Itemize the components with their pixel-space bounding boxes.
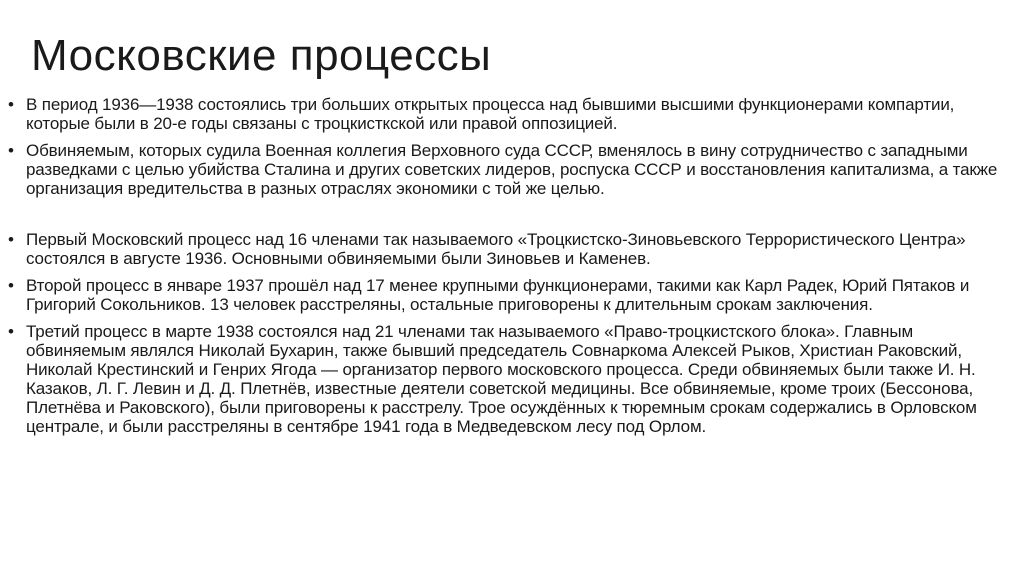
bullet-text: Первый Московский процесс над 16 членами так называемого «Троцкистско-Зиновьевского Террористического Центра» состоялся в августе 1936. Основными обвиняемыми были Зиновьев и Каменев. [26, 230, 966, 268]
bullet-item-1 [8, 95, 1008, 133]
bullet-item-3 [8, 230, 1008, 268]
bullet-marker: • [8, 322, 14, 341]
bullet-item-2 [8, 141, 1008, 198]
slide-title: Московские процессы [31, 31, 492, 80]
bullet-item-4 [8, 276, 1008, 314]
bullet-text: В период 1936—1938 состоялись три больших открытых процесса над бывшими высшими функционерами компартии, которые были в 20-е годы связаны с троцкисткской или правой оппозицией. [26, 95, 955, 133]
bullet-text: Третий процесс в марте 1938 состоялся над 21 членами так называемого «Право-троцкистского блока». Главным обвиняемым являлся Николай Бухарин, также бывший председатель Совнаркома Алексей Рыков, Христиан Раковский, Николай Крестинский и Генрих Ягода — организатор первого московского процесса. Среди обвиняемых были также И. Н. Казаков, Л. Г. Левин и Д. Д. Плетнёв, известные деятели советской медицины. Все обвиняемые, кроме троих (Бессонова, Плетнёва и Раковского), были приговорены к расстрелу. Трое осуждённых к тюремным срокам содержались в Орловском централе, и были расстреляны в сентябре 1941 года в Медведевском лесу под Орлом. [26, 322, 977, 436]
bullet-text: Второй процесс в январе 1937 прошёл над 17 менее крупными функционерами, такими как Карл Радек, Юрий Пятаков и Григорий Сокольников. 13 человек расстреляны, остальные приговорены к длительным срокам заключения. [26, 276, 970, 314]
bullet-marker: • [8, 141, 14, 160]
bullet-item-5 [8, 322, 1008, 436]
bullet-marker: • [8, 276, 14, 295]
bullet-text: Обвиняемым, которых судила Военная коллегия Верховного суда СССР, вменялось в вину сотрудничество с западными разведками с целью убийства Сталина и других советских лидеров, роспуска СССР и восстановления капитализма, а также организация вредительства в разных отраслях экономики с той же целью. [26, 141, 998, 198]
bullet-marker: • [8, 95, 14, 114]
bullet-list [8, 95, 1008, 444]
bullet-marker: • [8, 230, 14, 249]
